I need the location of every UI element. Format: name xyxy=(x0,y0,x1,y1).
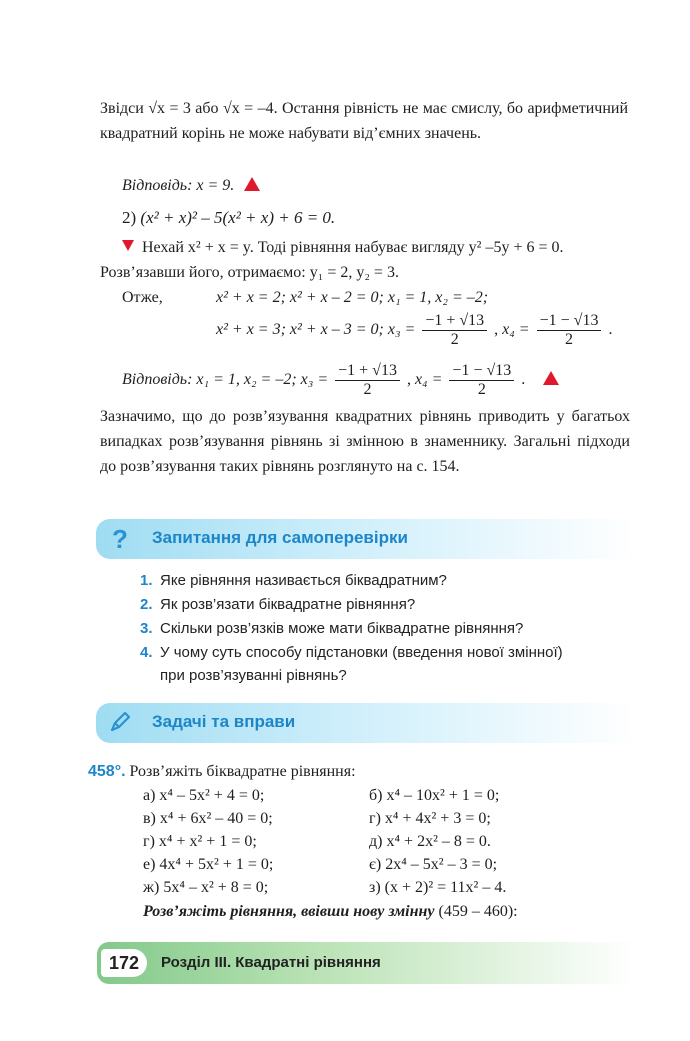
self-check-header xyxy=(96,519,636,559)
paragraph-note: Зазначимо, що до розв’язування квадратних рівнянь приводить у багатьох випадках розв’язування рівнянь зі змінною в знаменнику. Загальні підходи до розв’язування таких рівнянь розглянуто на с. 154. xyxy=(100,408,630,475)
question-item xyxy=(140,569,447,592)
page-footer xyxy=(97,942,637,984)
answer-x4-fraction xyxy=(449,362,514,399)
question-text: Яке рівняння називається біквадратним? xyxy=(160,572,447,589)
substitution-line xyxy=(122,238,564,258)
question-item xyxy=(140,617,524,640)
next-instruction xyxy=(143,902,518,922)
question-item-continuation xyxy=(160,664,347,687)
question-text: Як розв’язати біквадратне рівняння? xyxy=(160,596,416,613)
answer-x4-label: x₄ = xyxy=(414,371,443,389)
exercise-item: б) x⁴ – 10x² + 1 = 0; xyxy=(369,787,500,804)
end-solution-marker-icon xyxy=(543,371,559,385)
x4-denominator: 2 xyxy=(565,331,574,348)
pencil-icon xyxy=(106,709,134,737)
next-instruction-range: (459 – 460): xyxy=(438,903,518,920)
answer-x4-numerator: −1 − √13 xyxy=(449,362,514,381)
question-text: Скільки розв’язків може мати біквадратне рівняння? xyxy=(160,620,524,637)
page-number: 172 xyxy=(101,949,147,977)
answer-2-label: Відповідь: xyxy=(122,371,193,389)
x4-fraction xyxy=(537,312,602,349)
next-instruction-text: Розв’яжіть рівняння, ввівши нову змінну xyxy=(143,903,435,920)
question-text: при розв’язуванні рівнянь? xyxy=(160,667,347,684)
answer-1 xyxy=(122,176,260,196)
question-item xyxy=(140,641,563,664)
x3-fraction xyxy=(422,312,487,349)
problem-text: Розв’яжіть біквадратне рівняння: xyxy=(129,763,356,780)
end-solution-marker-icon xyxy=(244,177,260,191)
solved-y-line: Розв’язавши його, отримаємо: y₁ = 2, y₂ = 3. xyxy=(100,264,399,281)
equation-2-label: 2) xyxy=(122,208,137,227)
equation-2-body: (x² + x)² – 5(x² + x) + 6 = 0. xyxy=(140,208,336,227)
substitution-text: Нехай x² + x = y. Тоді рівняння набуває вигляду y² –5y + 6 = 0. xyxy=(142,239,564,256)
x3-denominator: 2 xyxy=(450,331,459,348)
chapter-title: Розділ III. Квадратні рівняння xyxy=(161,954,381,971)
answer-1-label: Відповідь: xyxy=(122,177,193,194)
question-item xyxy=(140,593,416,616)
question-icon: ? xyxy=(112,524,128,554)
exercise-item: е) 4x⁴ + 5x² + 1 = 0; xyxy=(143,856,274,873)
roots-line-a: x² + x = 2; x² + x – 2 = 0; x₁ = 1, x₂ = –2; xyxy=(216,289,489,306)
exercise-item: д) x⁴ + 2x² – 8 = 0. xyxy=(369,833,491,850)
roots-line-b: x² + x = 3; x² + x – 3 = 0; x₃ = $\frac{-1 + √13}{2}$ , x₄ = $\frac{-1 - √13}{2}$ . xyxy=(216,312,613,348)
exercises-header xyxy=(96,703,636,743)
answer-x3-fraction xyxy=(335,362,400,399)
x4-numerator: −1 − √13 xyxy=(537,312,602,331)
x3-numerator: −1 + √13 xyxy=(422,312,487,331)
paragraph-root-conclusion: Звідси √x = 3 або √x = –4. Остання рівність не має смислу, бо арифметичний квадратний корінь не може набувати від’ємних значень. xyxy=(100,100,628,142)
question-number: 2. xyxy=(140,596,153,613)
roots-line-b-start: x² + x = 3; x² + x – 3 = 0; x₃ = xyxy=(216,321,416,339)
exercises-title: Задачі та вправи xyxy=(152,712,296,731)
self-check-title: Запитання для самоперевірки xyxy=(152,528,408,547)
exercise-item: в) x⁴ + 6x² – 40 = 0; xyxy=(143,810,273,827)
answer-2-start: x₁ = 1, x₂ = –2; x₃ = xyxy=(196,371,329,389)
answer-2: Відповідь: x₁ = 1, x₂ = –2; x₃ = $\frac{-1 + √13}{2}$ , x₄ = $\frac{-1 - √13}{2}$ . xyxy=(122,362,559,399)
exercise-item: г) x⁴ + x² + 1 = 0; xyxy=(143,833,257,850)
answer-x4-denominator: 2 xyxy=(477,381,486,398)
start-solution-marker-icon xyxy=(122,240,134,251)
exercise-item: а) x⁴ – 5x² + 4 = 0; xyxy=(143,787,265,804)
exercise-item: ж) 5x⁴ – x² + 8 = 0; xyxy=(143,879,269,896)
question-number: 4. xyxy=(140,644,153,661)
therefore-label: Отже, xyxy=(122,289,163,306)
equation-2 xyxy=(122,208,335,228)
exercise-item: г) x⁴ + 4x² + 3 = 0; xyxy=(369,810,491,827)
problem-458 xyxy=(88,762,356,782)
answer-x3-denominator: 2 xyxy=(363,381,372,398)
exercise-item: є) 2x⁴ – 5x² – 3 = 0; xyxy=(369,856,498,873)
x4-label: x₄ = xyxy=(502,321,530,339)
question-number: 1. xyxy=(140,572,153,589)
answer-x3-numerator: −1 + √13 xyxy=(335,362,400,381)
answer-1-value: x = 9. xyxy=(196,177,235,194)
question-text: У чому суть способу підстановки (введення нової змінної) xyxy=(160,644,563,661)
problem-number: 458°. xyxy=(88,763,126,780)
question-number: 3. xyxy=(140,620,153,637)
exercise-item: з) (x + 2)² = 11x² – 4. xyxy=(369,879,507,896)
